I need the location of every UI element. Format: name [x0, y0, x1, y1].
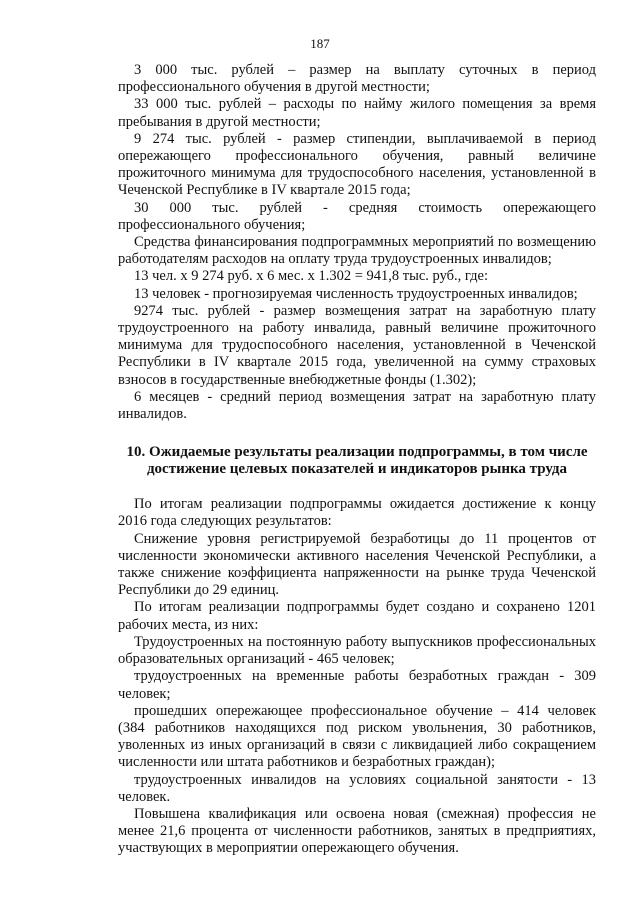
paragraph: 3 000 тыс. рублей – размер на выплату суточных в период профессионального обучения в другой местности; [118, 62, 596, 96]
paragraph: 13 человек - прогнозируемая численность трудоустроенных инвалидов; [134, 285, 578, 302]
paragraph: Повышена квалификация или освоена новая (смежная) профессия не менее 21,6 процента от численности работников, занятых в предприятиях, участвующих в мероприятии опережающего обучения. [118, 805, 596, 857]
page-number: 187 [310, 36, 330, 51]
paragraph: 9274 тыс. рублей - размер возмещения затрат на заработную плату трудоустроенного на работу инвалида, равный величине прожиточного минимума для трудоспособного населения, установленной в Чеченской Республики в IV квартале 2015 года, увеличенной на сумму страховых взносов в государственные внебюджетные фонды (1.302); [118, 302, 596, 388]
paragraph: 33 000 тыс. рублей – расходы по найму жилого помещения за время пребывания в другой местности; [118, 96, 596, 130]
paragraph: 13 чел. х 9 274 руб. х 6 мес. х 1.302 = 941,8 тыс. руб., где: [134, 268, 488, 285]
paragraph: По итогам реализации подпрограммы будет создано и сохранено 1201 рабочих места, из них: [118, 599, 596, 633]
paragraph: трудоустроенных инвалидов на условиях социальной занятости - 13 человек. [118, 771, 596, 805]
paragraph: Трудоустроенных на постоянную работу выпускников профессиональных образовательных организаций - 465 человек; [118, 633, 596, 668]
document-body [118, 62, 596, 858]
paragraph: 30 000 тыс. рублей - средняя стоимость опережающего профессионального обучения; [118, 199, 596, 233]
paragraph: По итогам реализации подпрограммы ожидается достижение к концу 2016 года следующих результатов: [118, 496, 596, 530]
paragraph: Средства финансирования подпрограммных мероприятий по возмещению работодателям расходов на оплату труда трудоустроенных инвалидов; [118, 234, 596, 268]
paragraph: прошедших опережающее профессиональное обучение – 414 человек (384 работников находящихся под риском увольнения, 30 работников, уволенных из иных организаций в связи с ликвидацией либо сокращением численности или штата работников и безработных граждан); [118, 702, 596, 771]
paragraph: трудоустроенных на временные работы безработных граждан - 309 человек; [118, 668, 596, 702]
paragraph: 9 274 тыс. рублей - размер стипендии, выплачиваемой в период опережающего профессионального обучения, равный величине прожиточного минимума для трудоспособного населения, установленной в Чеченской Республике в IV квартале 2015 года; [118, 130, 596, 199]
paragraph: Снижение уровня регистрируемой безработицы до 11 процентов от численности экономически активного населения Чеченской Республики, а также снижение коэффициента напряженности на рынке труда Чеченской Республики до 29 единиц. [118, 530, 596, 599]
paragraph: 6 месяцев - средний период возмещения затрат на заработную плату инвалидов. [118, 388, 596, 423]
section-heading: 10. Ожидаемые результаты реализации подпрограммы, в том числе достижение целевых показателей и индикаторов рынка труда [126, 444, 588, 478]
